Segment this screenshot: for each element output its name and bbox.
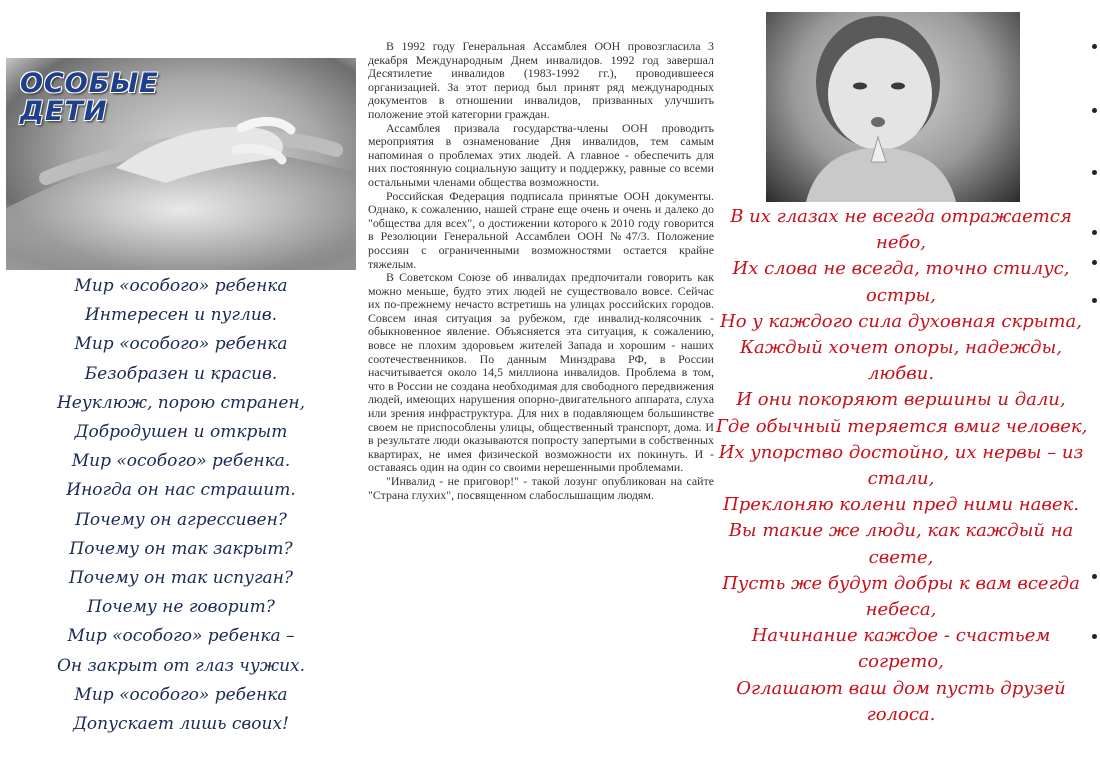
poem-line: Почему он агрессивен? <box>75 509 287 530</box>
poem-line: Вы такие же люди, как каждый на <box>728 520 1074 542</box>
poem-line: Добродушен и открыт <box>74 422 288 443</box>
poem-line: Но у каждого сила духовная скрыта, <box>720 310 1082 332</box>
poem-line: Оглашают ваш дом пусть друзей <box>736 677 1066 699</box>
poem-line: Почему он так испуган? <box>68 568 294 589</box>
right-poem <box>716 204 1086 728</box>
poem-line: остры, <box>866 284 936 306</box>
article-paragraph: Ассамблея призвала государства-члены ООН проводить мероприятия в ознаменование Дня инвалидов, тем самым напоминая о проблемах этих людей. А главное - обеспечить для них постоянную социальную защиту и поддержку, равные со всеми остальными членами общества возможности. <box>368 120 714 189</box>
poem-line: Начинание каждое - счастьем <box>751 625 1051 647</box>
hero-hands-image <box>6 58 356 270</box>
poem-line: Преклоняю колени пред ними навек. <box>723 494 1079 516</box>
bullet-dot <box>1092 260 1097 265</box>
bullet-dot <box>1092 230 1097 235</box>
poem-line: В их глазах не всегда отражается <box>730 206 1072 227</box>
bullet-dot <box>1092 44 1097 49</box>
poem-line: Мир «особого» ребенка <box>74 684 288 705</box>
poem-line: Мир «особого» ребенка <box>74 334 288 355</box>
hero-title-line1: ОСОБЫЕ <box>20 68 159 99</box>
poem-line: Мир «особого» ребенка. <box>71 451 291 472</box>
poem-line: Где обычный теряется вмиг человек, <box>716 415 1088 437</box>
poem-line: Он закрыт от глаз чужих. <box>56 655 306 676</box>
poem-line: Мир «особого» ребенка <box>74 276 288 296</box>
bullet-dot <box>1092 574 1097 579</box>
poem-line: Допускает лишь своих! <box>73 714 289 735</box>
article-paragraph: "Инвалид - не приговор!" - такой лозунг опубликован на сайте "Страна глухих", посвященном слабослышащим людям. <box>368 474 714 502</box>
child-portrait-illustration <box>766 12 1020 202</box>
child-photo <box>766 12 1020 202</box>
poem-line: Их слова не всегда, точно стилус, <box>732 258 1070 280</box>
poem-line: небеса, <box>865 599 937 621</box>
left-poem <box>6 272 356 739</box>
poem-line: Их упорство достойно, их нервы – из <box>718 441 1084 463</box>
article-paragraph: Российская Федерация подписала принятые ООН документы. Однако, к сожалению, нашей стране еще очень и очень и далеко до "общества для всех", о достижении которого к 2010 году говорится в Резолюции Генеральной Ассамблеи ООН №47/3. Положение россиян с ограниченными возможностями остается крайне тяжелым. <box>368 188 714 271</box>
poem-line: свете, <box>868 546 934 568</box>
article-paragraph: В 1992 году Генеральная Ассамблея ООН провозгласила 3 декабря Международным Днем инвалидов. 1992 год завершал Десятилетие инвалидов (1983-1992 гг.), проводившееся организацией. За этот период был принят ряд международных документов в отношении инвалидов, призванных улучшить положение этой категории граждан. <box>368 39 714 121</box>
poem-line: Каждый хочет опоры, надежды, <box>740 337 1062 359</box>
poem-line: стали, <box>867 468 935 490</box>
bullet-dot <box>1092 108 1097 113</box>
poem-line: Пусть же будут добры к вам всегда <box>722 572 1080 594</box>
poem-line: небо, <box>875 232 927 254</box>
poem-line: Почему он так закрыт? <box>69 538 293 559</box>
poem-line: Мир «особого» ребенка – <box>67 626 295 647</box>
poem-line: Почему не говорит? <box>87 597 275 618</box>
poem-line: Неуклюж, порою странен, <box>56 392 305 413</box>
bullet-dot <box>1092 634 1097 639</box>
bullet-dot <box>1092 170 1097 175</box>
poem-line: Безобразен и красив. <box>84 363 278 384</box>
hero-title-line2: ДЕТИ <box>20 96 108 127</box>
poem-line: Иногда он нас страшит. <box>66 480 296 501</box>
poem-line: любви. <box>867 363 935 385</box>
poem-line: Интересен и пуглив. <box>84 305 278 326</box>
bullet-dot <box>1092 298 1097 303</box>
article-paragraph: В Советском Союзе об инвалидах предпочитали говорить как можно меньше, будто этих людей не существовало вовсе. Сейчас их по-прежнему нечасто встретишь на улицах российских городов. Совсем иная ситуация за рубежом, где инвалид-колясочник - обыкновенное явление. Объясняется эта ситуация, к сожалению, вовсе не плохим здоровьем жителей Запада и хорошим - наших соотечественников. По данным Минздрава РФ, в России насчитывается около 14,5 миллиона инвалидов. Проблема в том, что в России не создана необходимая для свободного передвижения людей, имеющих нарушения опорно-двигательного аппарата, слуха или зрения инфраструктура. Для них в подавляющем большинстве своем не приспособлены улицы, общественный транспорт, дома. И в результате люди оказываются попросту запертыми в собственных квартирах, не имея физической возможности их покинуть. И - оставаясь один на один со своими нерешенными проблемами. <box>368 270 714 475</box>
hero-title <box>20 70 159 126</box>
poem-line: И они покоряют вершины и дали, <box>736 389 1066 411</box>
article-text <box>368 40 714 502</box>
poem-line: согрето, <box>858 651 944 673</box>
poem-line: голоса. <box>866 703 936 725</box>
